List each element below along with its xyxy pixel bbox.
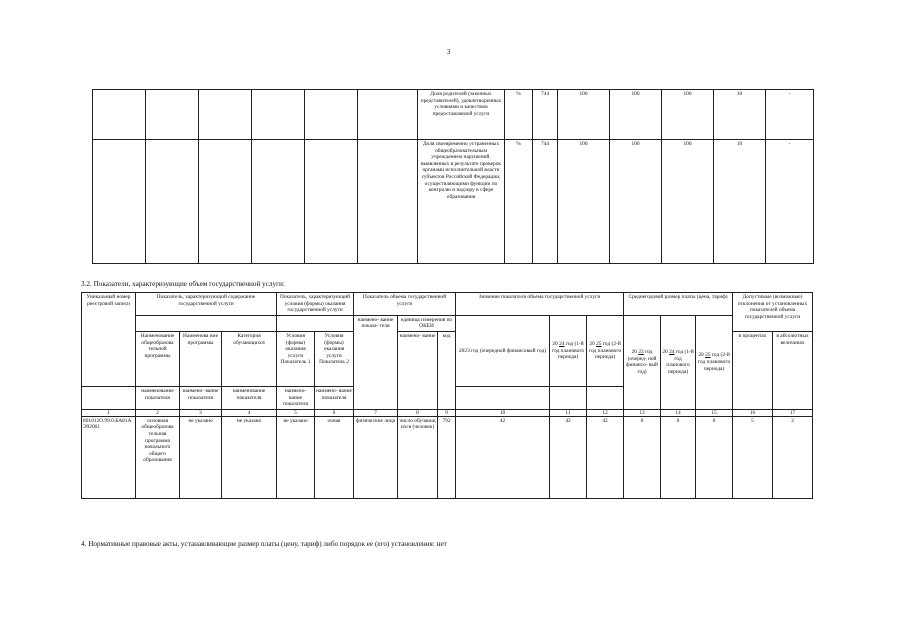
okei-code: 744 (533, 90, 558, 140)
fee-2023: 0 (624, 416, 661, 498)
header-category: Категория обучающихся (222, 331, 277, 386)
header-year-2023: 2023 год (очередной финансовый год) (456, 315, 550, 386)
header-unique-number: Уникальный номер реестровой записи (82, 293, 136, 387)
unit: % (505, 90, 533, 140)
header-average-fee: Среднегодовой размер платы (цена, тариф) (624, 293, 733, 316)
deviation-absolute: 2 (773, 416, 813, 498)
deviation-percent: 10 (714, 90, 766, 140)
indicator-name: Доля своевременно устраненных общеобразовательным учреждением нарушений, выявленных в результате проверок органами исполнительной власти субъектов Российской Федерации, осуществляющими функции по контролю и надзору в сфере образования (418, 140, 505, 264)
header-program: Наименова ние программы (180, 331, 222, 386)
column-numbers-row: 1 2 3 4 5 6 7 8 9 10 11 12 13 14 15 16 17 (82, 409, 813, 416)
header-content-indicator: Показатель, характеризующий содержание государственной услуги (136, 293, 277, 316)
deviation-absolute: - (766, 140, 814, 264)
indicator-name: физические лица (354, 416, 398, 498)
value-2025: 42 (587, 416, 624, 498)
table-header-row (82, 293, 813, 316)
header-volume-value: Значение показателя объема государственной услуги (456, 293, 624, 316)
page-number: 3 (447, 48, 451, 56)
header-volume-indicator: Показатель объема государственной услуги (354, 293, 456, 316)
value-2024: 100 (610, 140, 662, 264)
table-row (82, 416, 813, 498)
condition-1: не указано (277, 416, 315, 498)
value-2023: 100 (558, 90, 610, 140)
header-name-3: наименование показателя (222, 386, 277, 409)
header-okei-code: код (438, 331, 456, 409)
okei-code: 744 (533, 140, 558, 264)
header-okei: единица измерения по ОКЕИ (398, 315, 456, 331)
fee-2025: 0 (696, 416, 733, 498)
program: не указано (180, 416, 222, 498)
condition-2: очная (315, 416, 354, 498)
unit: % (505, 140, 533, 264)
header-deviation-absolute: в абсолютных величинах (773, 331, 813, 409)
fee-2024: 0 (661, 416, 696, 498)
header-name-5: наимено- вание показателя (315, 386, 354, 409)
header-fee-2024: 20 24 год (1-й год планового периода) (661, 315, 696, 409)
table-header-row (82, 315, 813, 331)
header-deviation-percent: в процентах (733, 331, 773, 409)
header-condition-2: Условия (формы) оказания услуги Показатель 2 (315, 331, 354, 386)
value-2025: 100 (662, 90, 714, 140)
deviation-absolute: - (766, 90, 814, 140)
header-name-4: наимено- вание показателя (277, 386, 315, 409)
program-name: основная общеобразова тельная программа начального общего образования (136, 416, 180, 498)
okei-code: 792 (438, 416, 456, 498)
volume-indicators-table (81, 292, 813, 499)
indicator-name: Доля родителей (законных представителей), удовлетворенных условиями и качеством предоставляемой услуги (418, 90, 505, 140)
section-heading: 3.2. Показатели, характеризующие объем государственной услуги: (81, 280, 285, 288)
footer-text: 4. Нормативные правовые акты, устанавливающие размер платы (цену, тариф) либо порядок ее (его) установления: нет (81, 540, 447, 548)
table-row (93, 140, 814, 264)
value-2023: 42 (456, 416, 550, 498)
header-program-name: Наименование общеобразова тельной программы (136, 331, 180, 386)
unit-name: число обучающ ихся (человек) (398, 416, 438, 498)
table-row (93, 90, 814, 140)
deviation-percent: 5 (733, 416, 773, 498)
header-name-2: наимено- вание показателя (180, 386, 222, 409)
header-indicator-name: наимено- вание показа- теля (354, 315, 398, 409)
value-2025: 100 (662, 140, 714, 264)
quality-indicators-table (92, 89, 814, 264)
value-2023: 100 (558, 140, 610, 264)
header-year-2024: 20 24 год (1-й год планового периода) (550, 315, 587, 386)
header-fee-2023: 20 23 год (очеред- ной финансо- вый год) (624, 315, 661, 409)
registry-code: 801012О.99.0.БА81АЭ92001 (82, 416, 136, 498)
header-conditions-indicator: Показатель, характеризующий условия (формы) оказания государственной услуги (277, 293, 354, 316)
header-allowed-deviation: Допустимые (возможные) отклонения от установленных показателей объема государственной услуги (733, 293, 813, 332)
header-year-2025: 20 25 год (2-й год планового периода) (587, 315, 624, 386)
header-condition-1: Условия (формы) оказания услуги Показатель 1 (277, 331, 315, 386)
value-2024: 42 (550, 416, 587, 498)
deviation-percent: 10 (714, 140, 766, 264)
header-okei-name: наимено- вание (398, 331, 438, 409)
category: не указано (222, 416, 277, 498)
header-name-1: наименование показателя (136, 386, 180, 409)
value-2024: 100 (610, 90, 662, 140)
header-fee-2025: 20 25 год (2-й год планового периода) (696, 315, 733, 409)
